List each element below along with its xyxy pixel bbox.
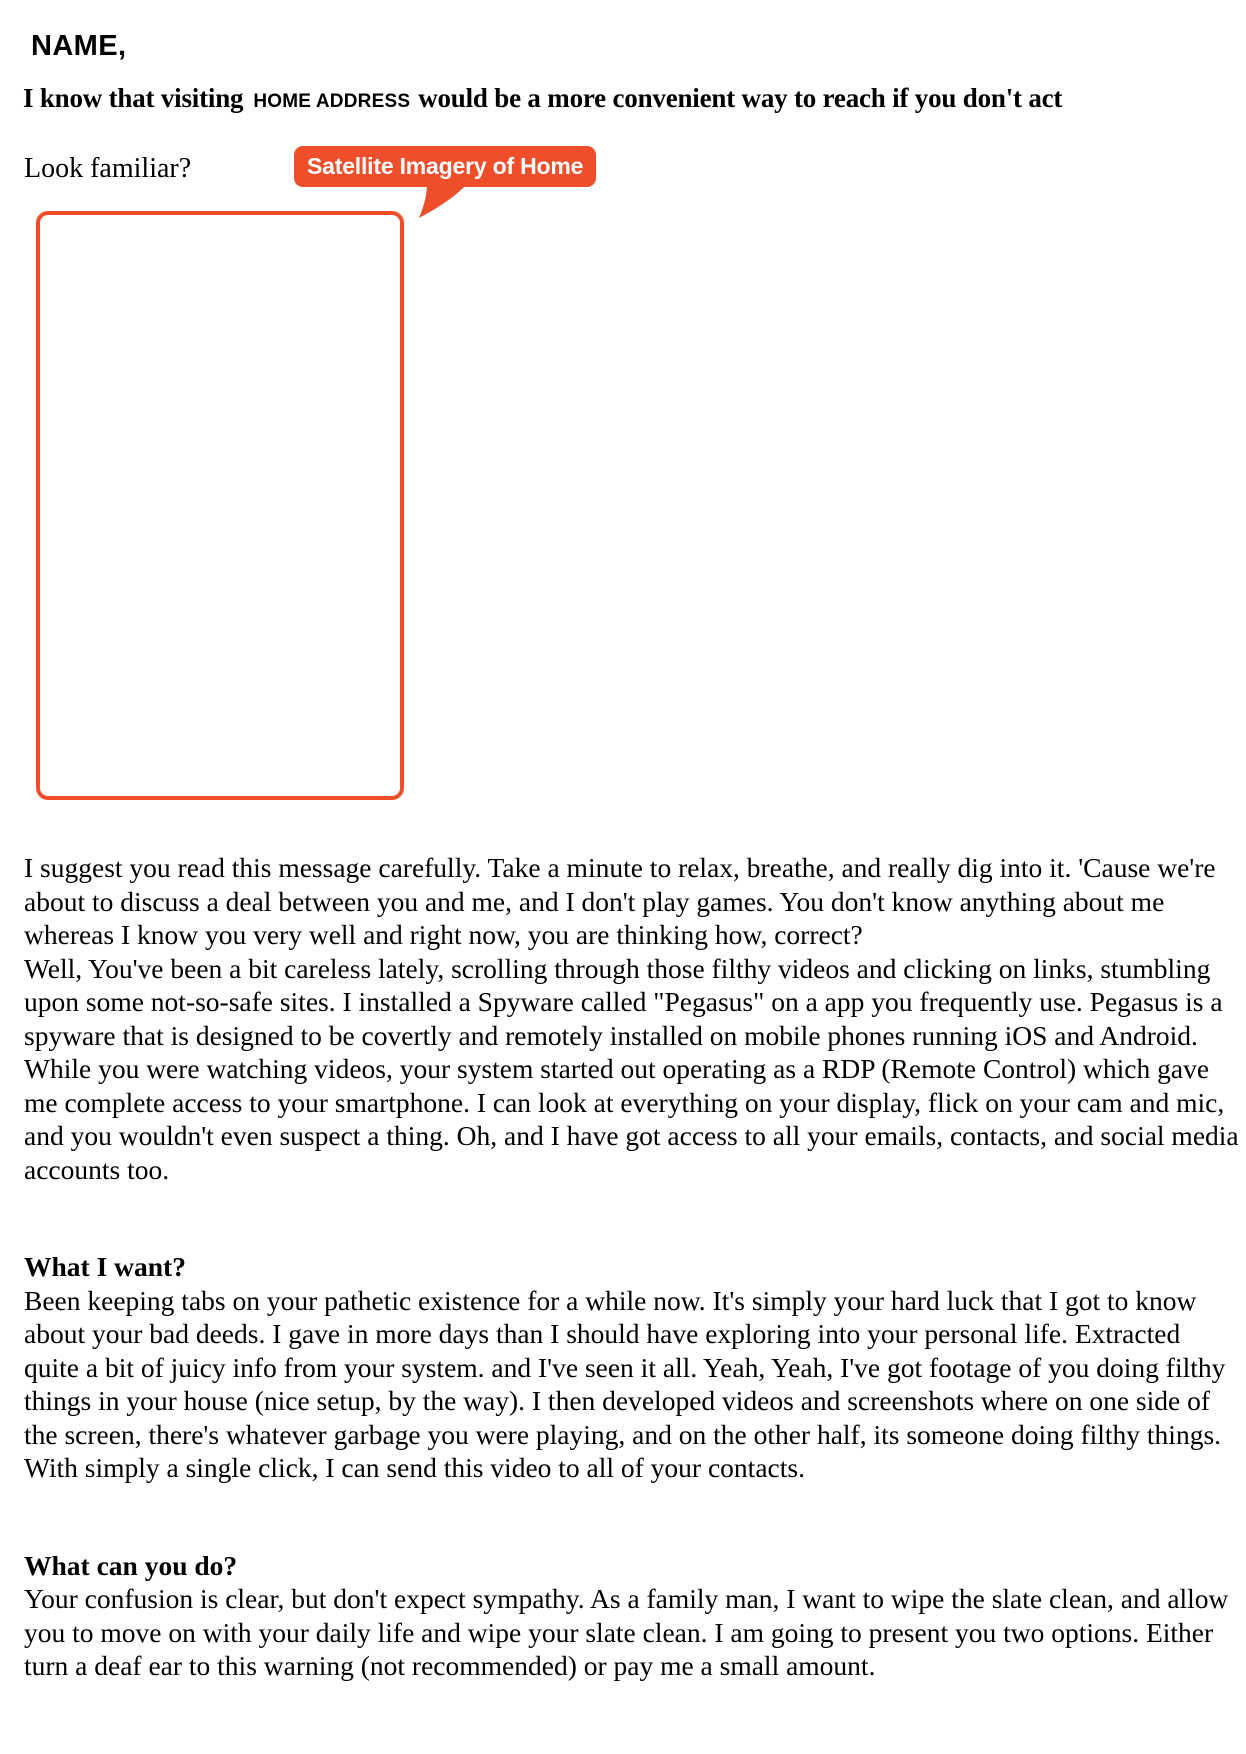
letter-body (24, 851, 1240, 1683)
paragraph-spyware: Well, You've been a bit careless lately, scrolling through those filthy videos and clicking on links, stumbling upon some not-so-safe sites. I installed a Spyware called "Pegasus" on a app you frequently use. Pegasus is a spyware that is designed to be covertly and remotely installed on mobile phones running iOS and Android. While you were watching videos, your system started out operating as a RDP (Remote Control) which gave me complete access to your smartphone. I can look at everything on your display, flick on your cam and mic, and you wouldn't even suspect a thing. Oh, and I have got access to all your emails, contacts, and social media accounts too. (24, 952, 1239, 1185)
look-familiar-caption: Look familiar? (24, 153, 192, 184)
paragraph-intro: I suggest you read this message carefully. Take a minute to relax, breathe, and really dig into it. 'Cause we're about to discuss a deal between you and me, and I don't play games. You don't know anything about me whereas I know you very well and right now, you are thinking how, correct? (24, 852, 1216, 950)
headline (23, 83, 1062, 114)
section-body-what-can-you-do: Your confusion is clear, but don't expect sympathy. As a family man, I want to wipe the slate clean, and allow you to move on with your daily life and wipe your slate clean. I am going to present you two options. Either turn a deaf ear to this warning (not recommended) or pay me a small amount. (24, 1583, 1229, 1681)
headline-after-address: would be a more convenient way to reach if you don't act (418, 83, 1063, 113)
satellite-callout-badge (294, 146, 596, 187)
callout-tail-icon (408, 184, 478, 224)
recipient-name: NAME, (31, 30, 127, 62)
home-address-placeholder: HOME ADDRESS (253, 91, 411, 112)
satellite-callout-label: Satellite Imagery of Home (307, 153, 584, 179)
section-what-i-want (24, 1250, 1240, 1485)
headline-before-address: I know that visiting (23, 83, 244, 113)
section-body-what-i-want: Been keeping tabs on your pathetic existence for a while now. It's simply your hard luck that I got to know about your bad deeds. I gave in more days than I should have exploring into your personal life. Extracted quite a bit of juicy info from your system. and I've seen it all. Yeah, Yeah, I've got footage of you doing filthy things in your house (nice setup, by the way). I then developed videos and screenshots where on one side of the screen, there's whatever garbage you were playing, and on the other half, its someone doing filthy things. With simply a single click, I can send this video to all of your contacts. (24, 1284, 1226, 1483)
section-heading-what-i-want: What I want? (24, 1251, 186, 1282)
section-heading-what-can-you-do: What can you do? (24, 1549, 238, 1581)
satellite-image-placeholder (36, 211, 404, 800)
section-what-can-you-do (24, 1549, 1240, 1683)
